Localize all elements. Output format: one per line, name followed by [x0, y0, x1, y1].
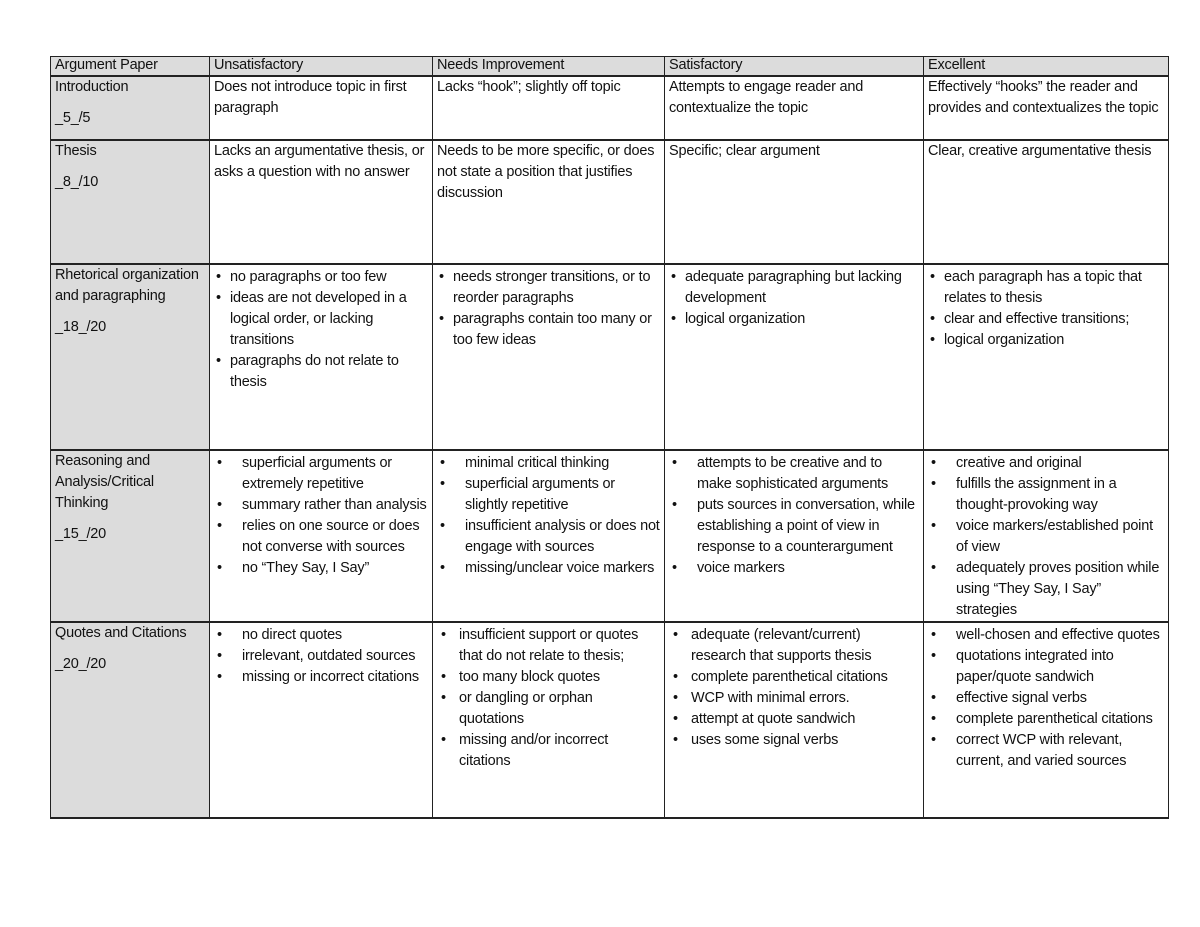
list-item: • adequate (relevant/current) research that supports thesis — [669, 625, 919, 667]
criterion-score: _18_/20 — [55, 319, 107, 335]
bullet-list — [214, 453, 428, 579]
cell-excellent — [924, 622, 1169, 818]
cell-unsatisfactory: Does not introduce topic in first paragraph — [210, 76, 433, 140]
list-item: • missing and/or incorrect citations — [437, 730, 660, 772]
bullet-list — [214, 267, 428, 393]
bullet-list — [214, 625, 428, 688]
list-item: • clear and effective transitions; — [928, 309, 1164, 330]
cell-satisfactory — [665, 450, 924, 622]
list-item: • fulfills the assignment in a thought-provoking way — [928, 474, 1164, 516]
list-item: • adequately proves position while using “They Say, I Say” strategies — [928, 558, 1164, 621]
list-item: • summary rather than analysis — [214, 495, 428, 516]
cell-unsatisfactory — [210, 450, 433, 622]
criterion-score: _15_/20 — [55, 526, 107, 542]
list-item: • complete parenthetical citations — [928, 709, 1164, 730]
criterion-score: _20_/20 — [55, 656, 107, 672]
list-item: • WCP with minimal errors. — [669, 688, 919, 709]
bullet-list — [928, 625, 1164, 772]
header-criterion: Argument Paper — [51, 57, 210, 77]
list-item: • voice markers/established point of view — [928, 516, 1164, 558]
table-row — [51, 450, 1169, 622]
list-item: • or dangling or orphan quotations — [437, 688, 660, 730]
cell-needs-improvement: Lacks “hook”; slightly off topic — [433, 76, 665, 140]
bullet-list — [669, 625, 919, 751]
cell-unsatisfactory — [210, 622, 433, 818]
list-item: • attempt at quote sandwich — [669, 709, 919, 730]
list-item: • logical organization — [928, 330, 1164, 351]
cell-excellent: Clear, creative argumentative thesis — [924, 140, 1169, 264]
list-item: • needs stronger transitions, or to reorder paragraphs — [437, 267, 660, 309]
header-excellent: Excellent — [924, 57, 1169, 77]
cell-satisfactory: Attempts to engage reader and contextualize the topic — [665, 76, 924, 140]
list-item: • correct WCP with relevant, current, and varied sources — [928, 730, 1164, 772]
bullet-list — [669, 267, 919, 330]
list-item: • adequate paragraphing but lacking development — [669, 267, 919, 309]
header-satisfactory: Satisfactory — [665, 57, 924, 77]
table-row — [51, 264, 1169, 450]
criterion-cell — [51, 76, 210, 140]
cell-needs-improvement: Needs to be more specific, or does not state a position that justifies discussion — [433, 140, 665, 264]
list-item: • missing/unclear voice markers — [437, 558, 660, 579]
bullet-list — [437, 453, 660, 579]
cell-unsatisfactory: Lacks an argumentative thesis, or asks a question with no answer — [210, 140, 433, 264]
list-item: • insufficient support or quotes that do not relate to thesis; — [437, 625, 660, 667]
cell-excellent — [924, 264, 1169, 450]
cell-needs-improvement — [433, 264, 665, 450]
criterion-label: Thesis — [55, 143, 97, 159]
criterion-cell — [51, 622, 210, 818]
bullet-list — [437, 267, 660, 351]
header-row — [51, 57, 1169, 77]
header-needs-improvement: Needs Improvement — [433, 57, 665, 77]
cell-satisfactory — [665, 264, 924, 450]
list-item: • effective signal verbs — [928, 688, 1164, 709]
cell-needs-improvement — [433, 450, 665, 622]
header-unsatisfactory: Unsatisfactory — [210, 57, 433, 77]
list-item: • complete parenthetical citations — [669, 667, 919, 688]
list-item: • logical organization — [669, 309, 919, 330]
criterion-label: Introduction — [55, 79, 129, 95]
table-row — [51, 140, 1169, 264]
cell-needs-improvement — [433, 622, 665, 818]
list-item: • uses some signal verbs — [669, 730, 919, 751]
list-item: • irrelevant, outdated sources — [214, 646, 428, 667]
list-item: • superficial arguments or extremely repetitive — [214, 453, 428, 495]
criterion-label: Rhetorical organization and paragraphing — [55, 267, 199, 304]
list-item: • puts sources in conversation, while establishing a point of view in response to a counterargument — [669, 495, 919, 558]
rubric-table — [50, 56, 1169, 819]
list-item: • superficial arguments or slightly repetitive — [437, 474, 660, 516]
list-item: • attempts to be creative and to make sophisticated arguments — [669, 453, 919, 495]
criterion-cell — [51, 264, 210, 450]
cell-excellent — [924, 450, 1169, 622]
bullet-list — [928, 453, 1164, 621]
cell-satisfactory — [665, 622, 924, 818]
list-item: • each paragraph has a topic that relates to thesis — [928, 267, 1164, 309]
cell-satisfactory: Specific; clear argument — [665, 140, 924, 264]
list-item: • no direct quotes — [214, 625, 428, 646]
criterion-cell — [51, 450, 210, 622]
criterion-label: Reasoning and Analysis/Critical Thinking — [55, 453, 154, 511]
list-item: • paragraphs do not relate to thesis — [214, 351, 428, 393]
list-item: • insufficient analysis or does not engage with sources — [437, 516, 660, 558]
bullet-list — [437, 625, 660, 772]
list-item: • ideas are not developed in a logical order, or lacking transitions — [214, 288, 428, 351]
list-item: • no paragraphs or too few — [214, 267, 428, 288]
list-item: • missing or incorrect citations — [214, 667, 428, 688]
criterion-score: _5_/5 — [55, 110, 91, 126]
list-item: • relies on one source or does not converse with sources — [214, 516, 428, 558]
cell-unsatisfactory — [210, 264, 433, 450]
list-item: • quotations integrated into paper/quote sandwich — [928, 646, 1164, 688]
list-item: • paragraphs contain too many or too few ideas — [437, 309, 660, 351]
bullet-list — [669, 453, 919, 579]
table-row — [51, 76, 1169, 140]
criterion-cell — [51, 140, 210, 264]
list-item: • too many block quotes — [437, 667, 660, 688]
list-item: • no “They Say, I Say” — [214, 558, 428, 579]
cell-excellent: Effectively “hooks” the reader and provides and contextualizes the topic — [924, 76, 1169, 140]
list-item: • well-chosen and effective quotes — [928, 625, 1164, 646]
criterion-score: _8_/10 — [55, 174, 99, 190]
list-item: • minimal critical thinking — [437, 453, 660, 474]
criterion-label: Quotes and Citations — [55, 625, 187, 641]
bullet-list — [928, 267, 1164, 351]
list-item: • creative and original — [928, 453, 1164, 474]
list-item: • voice markers — [669, 558, 919, 579]
table-row — [51, 622, 1169, 818]
